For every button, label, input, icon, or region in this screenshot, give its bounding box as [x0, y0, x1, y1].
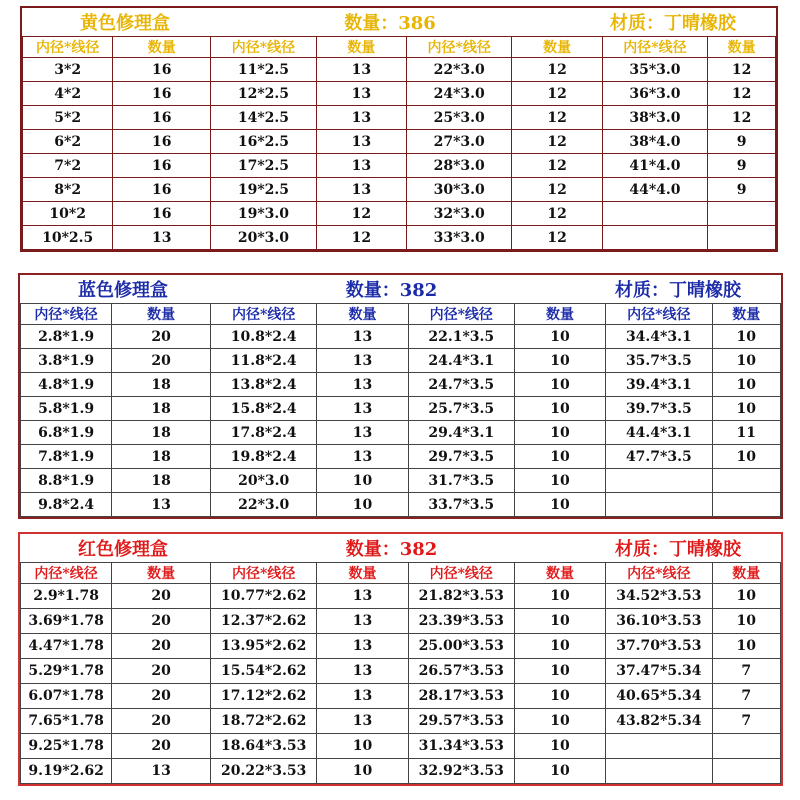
column-header: 数量 [317, 563, 408, 584]
table-row [23, 82, 776, 106]
quantity-cell: 16 [113, 202, 211, 226]
section-header [20, 534, 781, 562]
size-cell: 10*2.5 [23, 226, 113, 250]
quantity-cell: 13 [317, 373, 408, 397]
column-header: 数量 [316, 37, 406, 58]
quantity-cell: 20 [112, 349, 211, 373]
table-row [21, 659, 781, 684]
table-row [23, 106, 776, 130]
size-cell: 20*3.0 [211, 226, 316, 250]
size-cell: 24.4*3.1 [408, 349, 514, 373]
size-cell: 19.8*2.4 [210, 445, 316, 469]
column-header: 内径*线径 [23, 37, 113, 58]
size-cell: 24*3.0 [407, 82, 512, 106]
section-title: 黄色修理盒 [80, 13, 170, 34]
column-header: 内径*线径 [21, 304, 112, 325]
size-cell: 18.72*2.62 [210, 709, 316, 734]
quantity-cell: 18 [112, 397, 211, 421]
quantity-cell: 10 [514, 397, 605, 421]
table-row [21, 734, 781, 759]
column-header: 内径*线径 [408, 563, 514, 584]
quantity-cell: 10 [514, 659, 605, 684]
quantity-cell: 12 [708, 106, 776, 130]
size-cell: 30*3.0 [407, 178, 512, 202]
quantity-cell: 7 [712, 709, 780, 734]
quantity-cell: 10 [514, 469, 605, 493]
size-cell: 35*3.0 [602, 58, 707, 82]
size-cell: 20.22*3.53 [210, 759, 316, 784]
yellow-repair-box-section [20, 6, 778, 252]
size-cell: 2.9*1.78 [21, 584, 112, 609]
quantity-cell: 12 [512, 130, 602, 154]
quantity-cell: 13 [112, 493, 211, 517]
column-header: 数量 [317, 304, 408, 325]
quantity-cell: 13 [317, 709, 408, 734]
quantity-cell: 16 [113, 130, 211, 154]
quantity-cell: 10 [514, 421, 605, 445]
quantity-cell: 16 [113, 58, 211, 82]
quantity-cell: 10 [514, 325, 605, 349]
table-row [23, 226, 776, 250]
size-cell: 29.4*3.1 [408, 421, 514, 445]
size-cell: 16*2.5 [211, 130, 316, 154]
size-cell: 22*3.0 [210, 493, 316, 517]
quantity-cell: 10 [712, 584, 780, 609]
quantity-cell: 10 [317, 469, 408, 493]
section-quantity: 数量：382 [345, 539, 438, 560]
quantity-cell: 7 [712, 659, 780, 684]
size-cell: 5*2 [23, 106, 113, 130]
quantity-cell: 10 [712, 397, 780, 421]
quantity-cell [712, 493, 780, 517]
quantity-cell: 13 [317, 584, 408, 609]
quantity-cell: 12 [512, 202, 602, 226]
size-cell: 21.82*3.53 [408, 584, 514, 609]
size-cell: 4.47*1.78 [21, 634, 112, 659]
column-header: 内径*线径 [210, 304, 316, 325]
quantity-cell: 13 [317, 659, 408, 684]
size-cell: 10.8*2.4 [210, 325, 316, 349]
size-cell: 17.12*2.62 [210, 684, 316, 709]
quantity-cell: 10 [514, 709, 605, 734]
size-cell: 38*3.0 [602, 106, 707, 130]
quantity-cell: 13 [317, 421, 408, 445]
quantity-cell: 20 [112, 734, 211, 759]
quantity-cell: 10 [514, 584, 605, 609]
size-cell: 35.7*3.5 [606, 349, 712, 373]
size-cell: 10*2 [23, 202, 113, 226]
quantity-cell: 12 [512, 82, 602, 106]
size-cell: 39.7*3.5 [606, 397, 712, 421]
quantity-cell: 18 [112, 421, 211, 445]
quantity-cell: 10 [317, 493, 408, 517]
column-header: 数量 [514, 563, 605, 584]
table-row [21, 421, 781, 445]
size-cell: 27*3.0 [407, 130, 512, 154]
size-cell: 15.54*2.62 [210, 659, 316, 684]
quantity-cell [708, 226, 776, 250]
size-cell: 4*2 [23, 82, 113, 106]
size-cell: 6*2 [23, 130, 113, 154]
quantity-cell: 9 [708, 178, 776, 202]
quantity-cell: 10 [317, 734, 408, 759]
size-cell: 5.29*1.78 [21, 659, 112, 684]
size-cell: 29.7*3.5 [408, 445, 514, 469]
quantity-cell [708, 202, 776, 226]
size-cell: 38*4.0 [602, 130, 707, 154]
quantity-cell: 18 [112, 373, 211, 397]
size-cell: 37.70*3.53 [606, 634, 712, 659]
quantity-cell: 13 [316, 130, 406, 154]
table-row [21, 584, 781, 609]
quantity-cell: 13 [316, 82, 406, 106]
size-cell: 36*3.0 [602, 82, 707, 106]
section-header [20, 275, 781, 303]
table-header-row [21, 304, 781, 325]
size-cell: 22*3.0 [407, 58, 512, 82]
size-cell: 14*2.5 [211, 106, 316, 130]
size-cell: 13.95*2.62 [210, 634, 316, 659]
quantity-cell: 10 [514, 445, 605, 469]
spec-table [20, 303, 781, 517]
column-header: 数量 [514, 304, 605, 325]
table-row [23, 178, 776, 202]
quantity-cell: 18 [112, 469, 211, 493]
quantity-cell: 12 [512, 154, 602, 178]
size-cell: 23.39*3.53 [408, 609, 514, 634]
size-cell: 28*3.0 [407, 154, 512, 178]
size-cell [606, 469, 712, 493]
size-cell: 32.92*3.53 [408, 759, 514, 784]
size-cell: 33.7*3.5 [408, 493, 514, 517]
size-cell: 7.8*1.9 [21, 445, 112, 469]
quantity-cell: 13 [113, 226, 211, 250]
quantity-cell: 13 [317, 349, 408, 373]
size-cell: 47.7*3.5 [606, 445, 712, 469]
quantity-cell: 20 [112, 584, 211, 609]
size-cell [606, 493, 712, 517]
size-cell: 3.8*1.9 [21, 349, 112, 373]
quantity-cell: 10 [514, 493, 605, 517]
size-cell: 44*4.0 [602, 178, 707, 202]
size-cell: 41*4.0 [602, 154, 707, 178]
size-cell: 11.8*2.4 [210, 349, 316, 373]
column-header: 内径*线径 [408, 304, 514, 325]
quantity-cell: 10 [514, 373, 605, 397]
size-cell: 6.07*1.78 [21, 684, 112, 709]
column-header: 数量 [712, 563, 780, 584]
size-cell: 25.7*3.5 [408, 397, 514, 421]
size-cell: 8.8*1.9 [21, 469, 112, 493]
spec-table [20, 562, 781, 784]
quantity-cell: 12 [708, 58, 776, 82]
column-header: 数量 [708, 37, 776, 58]
table-row [23, 130, 776, 154]
size-cell: 28.17*3.53 [408, 684, 514, 709]
size-cell: 9.25*1.78 [21, 734, 112, 759]
quantity-cell: 13 [112, 759, 211, 784]
quantity-cell: 10 [712, 373, 780, 397]
table-row [21, 349, 781, 373]
red-repair-box-section [18, 532, 783, 786]
table-row [21, 709, 781, 734]
size-cell: 31.7*3.5 [408, 469, 514, 493]
size-cell: 4.8*1.9 [21, 373, 112, 397]
quantity-cell: 10 [514, 734, 605, 759]
section-title: 红色修理盒 [78, 539, 168, 560]
size-cell: 34.52*3.53 [606, 584, 712, 609]
size-cell: 33*3.0 [407, 226, 512, 250]
quantity-cell: 13 [317, 445, 408, 469]
column-header: 数量 [113, 37, 211, 58]
quantity-cell: 12 [316, 226, 406, 250]
quantity-cell: 12 [512, 226, 602, 250]
size-cell: 39.4*3.1 [606, 373, 712, 397]
column-header: 数量 [712, 304, 780, 325]
table-row [21, 684, 781, 709]
quantity-cell: 18 [112, 445, 211, 469]
quantity-cell: 10 [514, 349, 605, 373]
size-cell: 3.69*1.78 [21, 609, 112, 634]
size-cell: 43.82*5.34 [606, 709, 712, 734]
quantity-cell: 13 [316, 58, 406, 82]
column-header: 内径*线径 [407, 37, 512, 58]
size-cell: 19*2.5 [211, 178, 316, 202]
section-material: 材质：丁晴橡胶 [614, 280, 741, 301]
section-quantity: 数量：382 [345, 280, 438, 301]
size-cell: 25.00*3.53 [408, 634, 514, 659]
table-row [21, 759, 781, 784]
size-cell: 29.57*3.53 [408, 709, 514, 734]
quantity-cell: 20 [112, 684, 211, 709]
table-row [23, 58, 776, 82]
size-cell: 9.19*2.62 [21, 759, 112, 784]
section-title: 蓝色修理盒 [78, 280, 168, 301]
quantity-cell: 10 [712, 325, 780, 349]
table-row [21, 609, 781, 634]
quantity-cell: 12 [708, 82, 776, 106]
size-cell: 22.1*3.5 [408, 325, 514, 349]
table-row [23, 202, 776, 226]
quantity-cell: 13 [317, 609, 408, 634]
table-row [21, 373, 781, 397]
quantity-cell: 12 [512, 106, 602, 130]
quantity-cell: 20 [112, 609, 211, 634]
size-cell: 17.8*2.4 [210, 421, 316, 445]
size-cell [602, 226, 707, 250]
quantity-cell: 10 [712, 634, 780, 659]
quantity-cell: 20 [112, 709, 211, 734]
size-cell: 13.8*2.4 [210, 373, 316, 397]
table-row [21, 445, 781, 469]
quantity-cell: 10 [514, 609, 605, 634]
size-cell: 26.57*3.53 [408, 659, 514, 684]
blue-repair-box-section [18, 273, 783, 519]
quantity-cell: 13 [316, 178, 406, 202]
quantity-cell: 10 [514, 759, 605, 784]
size-cell: 7.65*1.78 [21, 709, 112, 734]
quantity-cell: 11 [712, 421, 780, 445]
size-cell: 6.8*1.9 [21, 421, 112, 445]
column-header: 内径*线径 [210, 563, 316, 584]
section-material: 材质：丁晴橡胶 [609, 13, 736, 34]
size-cell: 15.8*2.4 [210, 397, 316, 421]
size-cell: 31.34*3.53 [408, 734, 514, 759]
size-cell: 34.4*3.1 [606, 325, 712, 349]
size-cell: 32*3.0 [407, 202, 512, 226]
quantity-cell: 9 [708, 154, 776, 178]
size-cell: 25*3.0 [407, 106, 512, 130]
size-cell: 17*2.5 [211, 154, 316, 178]
column-header: 内径*线径 [21, 563, 112, 584]
quantity-cell: 10 [712, 609, 780, 634]
quantity-cell: 9 [708, 130, 776, 154]
size-cell: 36.10*3.53 [606, 609, 712, 634]
size-cell: 8*2 [23, 178, 113, 202]
size-cell: 19*3.0 [211, 202, 316, 226]
table-row [21, 634, 781, 659]
size-cell: 5.8*1.9 [21, 397, 112, 421]
quantity-cell: 16 [113, 178, 211, 202]
size-cell: 18.64*3.53 [210, 734, 316, 759]
quantity-cell: 13 [317, 325, 408, 349]
size-cell [606, 734, 712, 759]
size-cell: 40.65*5.34 [606, 684, 712, 709]
column-header: 数量 [112, 304, 211, 325]
quantity-cell: 12 [316, 202, 406, 226]
size-cell: 12*2.5 [211, 82, 316, 106]
table-header-row [23, 37, 776, 58]
column-header: 内径*线径 [606, 563, 712, 584]
quantity-cell: 12 [512, 178, 602, 202]
table-row [21, 397, 781, 421]
section-material: 材质：丁晴橡胶 [614, 539, 741, 560]
size-cell: 44.4*3.1 [606, 421, 712, 445]
size-cell: 20*3.0 [210, 469, 316, 493]
spec-table [22, 36, 776, 250]
section-header [22, 8, 776, 36]
size-cell: 9.8*2.4 [21, 493, 112, 517]
size-cell: 10.77*2.62 [210, 584, 316, 609]
table-row [23, 154, 776, 178]
table-row [21, 325, 781, 349]
size-cell: 11*2.5 [211, 58, 316, 82]
column-header: 内径*线径 [211, 37, 316, 58]
quantity-cell: 16 [113, 154, 211, 178]
quantity-cell: 16 [113, 82, 211, 106]
quantity-cell: 13 [316, 106, 406, 130]
table-header-row [21, 563, 781, 584]
quantity-cell: 7 [712, 684, 780, 709]
quantity-cell [712, 469, 780, 493]
quantity-cell: 16 [113, 106, 211, 130]
size-cell: 2.8*1.9 [21, 325, 112, 349]
size-cell: 37.47*5.34 [606, 659, 712, 684]
section-quantity: 数量：386 [344, 13, 436, 34]
quantity-cell: 13 [317, 634, 408, 659]
quantity-cell: 10 [712, 445, 780, 469]
quantity-cell: 10 [514, 634, 605, 659]
quantity-cell: 20 [112, 659, 211, 684]
quantity-cell: 20 [112, 634, 211, 659]
quantity-cell [712, 734, 780, 759]
quantity-cell: 13 [316, 154, 406, 178]
quantity-cell: 12 [512, 58, 602, 82]
quantity-cell: 13 [317, 397, 408, 421]
size-cell: 24.7*3.5 [408, 373, 514, 397]
quantity-cell: 13 [317, 684, 408, 709]
quantity-cell: 10 [317, 759, 408, 784]
size-cell [606, 759, 712, 784]
quantity-cell: 10 [712, 349, 780, 373]
quantity-cell: 20 [112, 325, 211, 349]
column-header: 内径*线径 [602, 37, 707, 58]
table-row [21, 469, 781, 493]
size-cell [602, 202, 707, 226]
size-cell: 7*2 [23, 154, 113, 178]
size-cell: 3*2 [23, 58, 113, 82]
column-header: 数量 [512, 37, 602, 58]
column-header: 内径*线径 [606, 304, 712, 325]
size-cell: 12.37*2.62 [210, 609, 316, 634]
quantity-cell [712, 759, 780, 784]
column-header: 数量 [112, 563, 211, 584]
table-row [21, 493, 781, 517]
quantity-cell: 10 [514, 684, 605, 709]
